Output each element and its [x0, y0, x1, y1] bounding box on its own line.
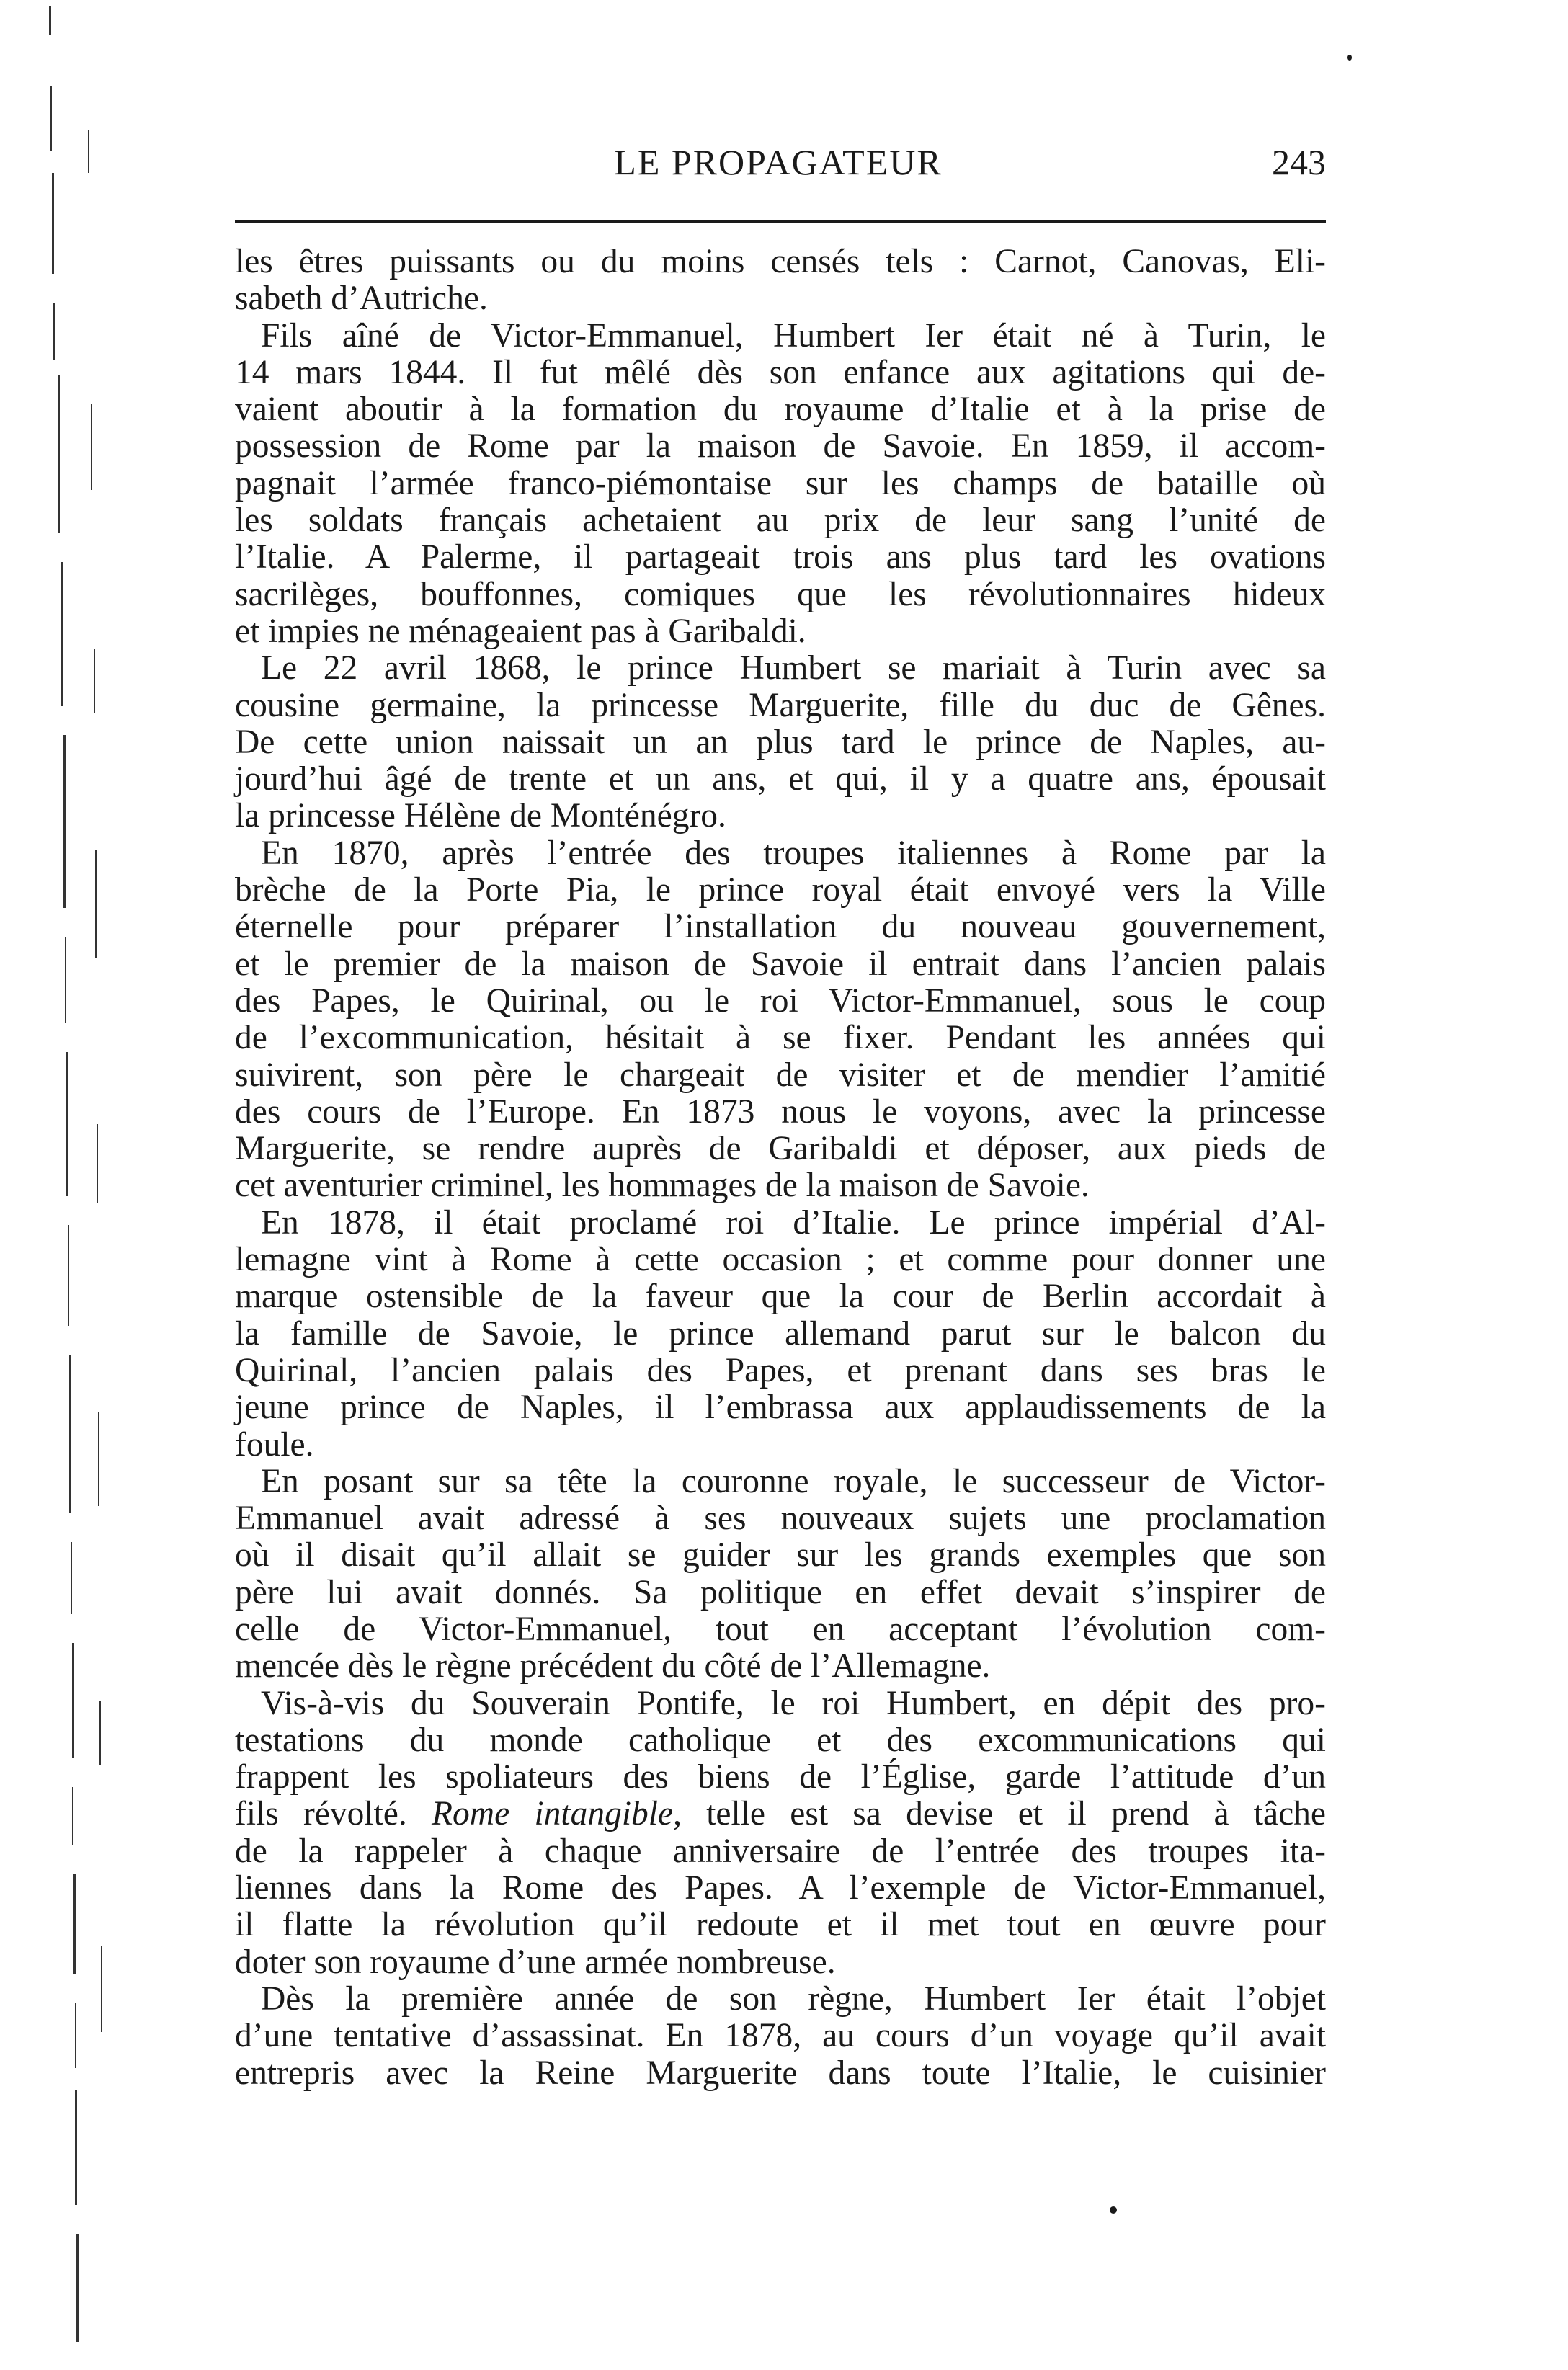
- text-line: En 1878, il était proclamé roi d’Italie. Le prince impérial d’Al-: [261, 1203, 1326, 1242]
- header-rule: [235, 220, 1326, 223]
- stray-mark: [1348, 55, 1352, 61]
- text-line: Quirinal, l’ancien palais des Papes, et prenant dans ses bras le: [235, 1351, 1326, 1389]
- text-line: marque ostensible de la faveur que la cour de Berlin accordait à: [235, 1278, 1326, 1316]
- text-line: Fils aîné de Victor-Emmanuel, Humbert Ier était né à Turin, le: [261, 316, 1326, 355]
- text-run: , telle est sa devise et il prend à tâche: [673, 1795, 1327, 1833]
- text-line: pagnait l’armée franco-piémontaise sur les champs de bataille où: [235, 464, 1326, 502]
- text-line: doter son royaume d’une armée nombreuse.: [235, 1943, 836, 1981]
- text-line: frappent les spoliateurs des biens de l’Église, garde l’attitude d’un: [235, 1758, 1326, 1796]
- binding-edge-marks: [43, 0, 108, 2370]
- running-title: LE PROPAGATEUR: [614, 142, 943, 182]
- text-line: possession de Rome par la maison de Savoie. En 1859, il accom-: [235, 427, 1326, 465]
- text-line: Le 22 avril 1868, le prince Humbert se mariait à Turin avec sa: [261, 649, 1326, 687]
- text-line: l’Italie. A Palerme, il partageait trois ans plus tard les ovations: [235, 538, 1326, 576]
- text-line: mencée dès le règne précédent du côté de l’Allemagne.: [235, 1647, 991, 1685]
- page-number: 243: [1272, 142, 1326, 182]
- text-line: lemagne vint à Rome à cette occasion ; et comme pour donner une: [235, 1241, 1326, 1279]
- text-line: il flatte la révolution qu’il redoute et il met tout en œuvre pour: [235, 1906, 1326, 1944]
- text-line: Dès la première année de son règne, Humbert Ier était l’objet: [261, 1979, 1326, 2018]
- text-line: cet aventurier criminel, les hommages de la maison de Savoie.: [235, 1167, 1090, 1205]
- text-line: [235, 1796, 1326, 1832]
- text-line: entrepris avec la Reine Marguerite dans toute l’Italie, le cuisinier: [235, 2054, 1326, 2092]
- text-line: De cette union naissait un an plus tard le prince de Naples, au-: [235, 723, 1326, 761]
- text-line: jeune prince de Naples, il l’embrassa aux applaudissements de la: [235, 1389, 1326, 1427]
- body-text: [235, 244, 1326, 2092]
- text-line: cousine germaine, la princesse Marguerite, fille du duc de Gênes.: [235, 686, 1326, 724]
- text-line: des Papes, le Quirinal, ou le roi Victor-Emmanuel, sous le coup: [235, 981, 1326, 1020]
- text-line: vaient aboutir à la formation du royaume d’Italie et à la prise de: [235, 391, 1326, 429]
- stray-mark: [1110, 2206, 1117, 2214]
- text-line: Vis-à-vis du Souverain Pontife, le roi Humbert, en dépit des pro-: [261, 1684, 1326, 1722]
- text-line: Marguerite, se rendre auprès de Garibaldi et déposer, aux pieds de: [235, 1130, 1326, 1168]
- text-line: brèche de la Porte Pia, le prince royal était envoyé vers la Ville: [235, 871, 1326, 909]
- text-line: et le premier de la maison de Savoie il entrait dans l’ancien palais: [235, 945, 1326, 983]
- text-line: testations du monde catholique et des excommunications qui: [235, 1721, 1326, 1759]
- text-line: d’une tentative d’assassinat. En 1878, au cours d’un voyage qu’il avait: [235, 2017, 1326, 2055]
- text-line: jourd’hui âgé de trente et un ans, et qui, il y a quatre ans, épousait: [235, 760, 1326, 798]
- text-line: où il disait qu’il allait se guider sur les grands exemples que son: [235, 1536, 1326, 1574]
- text-line: des cours de l’Europe. En 1873 nous le voyons, avec la princesse: [235, 1092, 1326, 1131]
- text-line: la princesse Hélène de Monténégro.: [235, 797, 726, 835]
- text-line: En 1870, après l’entrée des troupes italiennes à Rome par la: [261, 834, 1326, 872]
- text-line: les êtres puissants ou du moins censés tels : Carnot, Canovas, Eli-: [235, 243, 1326, 280]
- text-line: foule.: [235, 1425, 314, 1464]
- text-line: et impies ne ménageaient pas à Garibaldi.: [235, 612, 806, 650]
- text-line: suivirent, son père le chargeait de visiter et de mendier l’amitié: [235, 1056, 1326, 1094]
- text-line: de la rappeler à chaque anniversaire de l’entrée des troupes ita-: [235, 1832, 1326, 1870]
- text-line: père lui avait donnés. Sa politique en effet devait s’inspirer de: [235, 1573, 1326, 1611]
- text-line: 14 mars 1844. Il fut mêlé dès son enfance aux agitations qui de-: [235, 353, 1326, 391]
- text-line: liennes dans la Rome des Papes. A l’exemple de Victor-Emmanuel,: [235, 1869, 1326, 1907]
- text-line: celle de Victor-Emmanuel, tout en acceptant l’évolution com-: [235, 1610, 1326, 1648]
- text-line: En posant sur sa tête la couronne royale, le successeur de Victor-: [261, 1462, 1326, 1500]
- running-head: [231, 141, 1326, 199]
- text-line: la famille de Savoie, le prince allemand parut sur le balcon du: [235, 1314, 1326, 1353]
- text-line: Emmanuel avait adressé à ses nouveaux sujets une proclamation: [235, 1500, 1326, 1538]
- italic-phrase: Rome intangible: [432, 1795, 674, 1833]
- text-run: fils révolté.: [235, 1795, 432, 1833]
- text-line: éternelle pour préparer l’installation du nouveau gouvernement,: [235, 908, 1326, 946]
- text-line: de l’excommunication, hésitait à se fixer. Pendant les années qui: [235, 1019, 1326, 1057]
- text-line: sacrilèges, bouffonnes, comiques que les révolutionnaires hideux: [235, 575, 1326, 613]
- text-line: les soldats français achetaient au prix de leur sang l’unité de: [235, 502, 1326, 540]
- text-line: sabeth d’Autriche.: [235, 280, 488, 318]
